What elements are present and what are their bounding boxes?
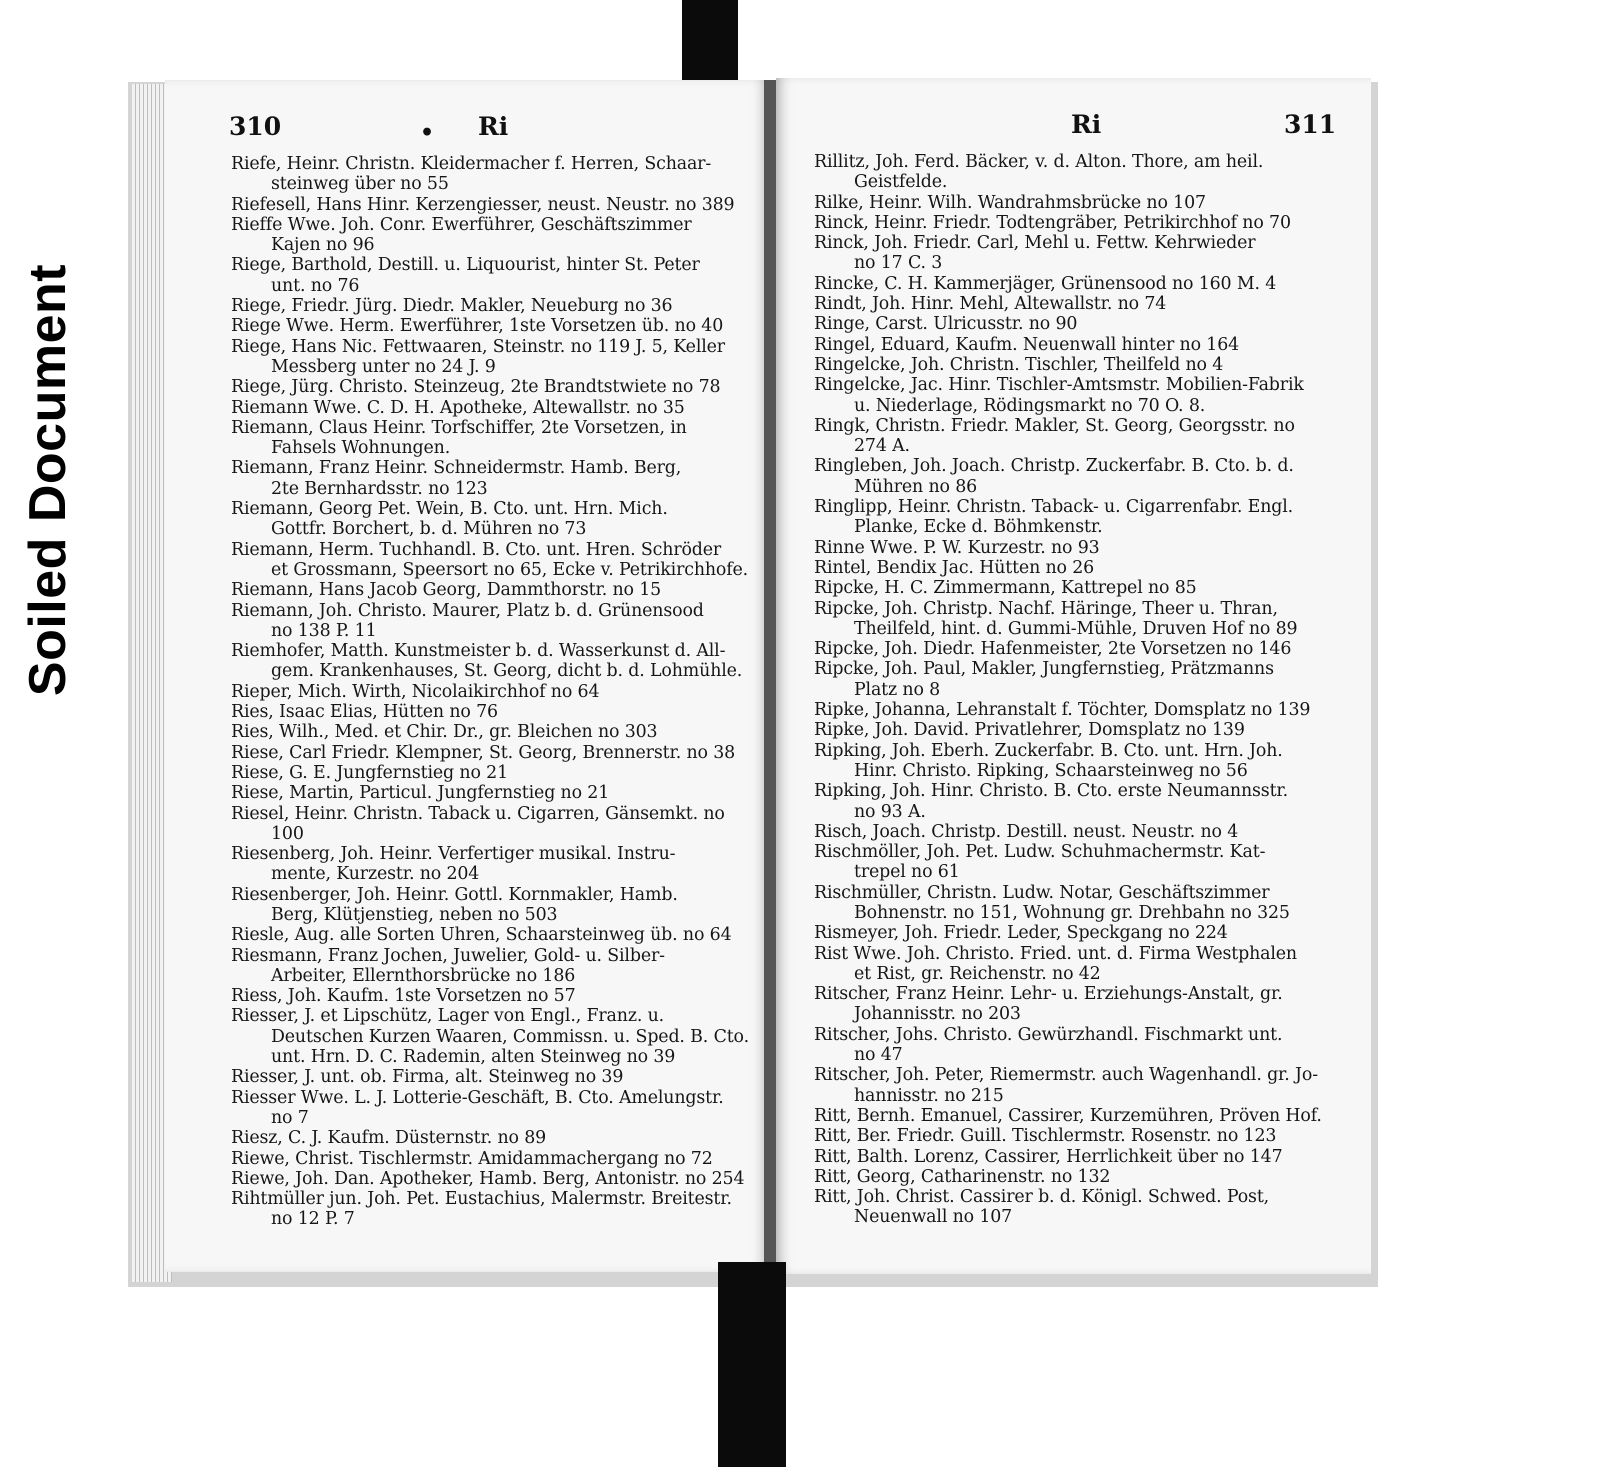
directory-entry: Ringk, Christn. Friedr. Makler, St. Georg, Georgsstr. no 274 A. bbox=[814, 415, 1295, 457]
directory-entry: Rindt, Joh. Hinr. Mehl, Altewallstr. no 74 bbox=[814, 294, 1167, 315]
directory-entry: Ringleben, Joh. Joach. Christp. Zuckerfabr. B. Cto. b. d. Mühren no 86 bbox=[814, 456, 1294, 497]
left-entry-list bbox=[231, 154, 750, 1230]
directory-entry: Rischmöller, Joh. Pet. Ludw. Schuhmachermstr. Kat- trepel no 61 bbox=[814, 842, 1266, 883]
directory-entry: Riemhofer, Matth. Kunstmeister b. d. Wasserkunst d. All- gem. Krankenhauses, St. Georg, dicht b. d. Lohmühle. bbox=[231, 641, 743, 682]
directory-entry: Ripke, Johanna, Lehranstalt f. Töchter, Domsplatz no 139 bbox=[814, 700, 1311, 721]
directory-entry: Riemann Wwe. C. D. H. Apotheke, Altewallstr. no 35 bbox=[231, 397, 685, 418]
directory-entry: Ripcke, Joh. Christp. Nachf. Häringe, Theer u. Thran, Theilfeld, hint. d. Gummi-Mühle, Druven Hof no 89 bbox=[814, 598, 1298, 639]
directory-entry: Risch, Joach. Christp. Destill. neust. Neustr. no 4 bbox=[814, 821, 1239, 842]
directory-entry: Riesser, J. et Lipschütz, Lager von Engl., Franz. u. Deutschen Kurzen Waaren, Commissn. u. Sped. B. Cto. unt. Hrn. D. C. Rademin, alten Steinweg no 39 bbox=[231, 1006, 749, 1068]
directory-entry: Ringelcke, Jac. Hinr. Tischler-Amtsmstr. Mobilien-Fabrik u. Niederlage, Rödingsmarkt no 70 O. 8. bbox=[814, 375, 1304, 416]
ribbon-bottom bbox=[718, 1262, 786, 1467]
directory-entry: Ritscher, Franz Heinr. Lehr- u. Erziehungs-Anstalt, gr. Johannisstr. no 203 bbox=[814, 984, 1283, 1025]
directory-entry: Rinne Wwe. P. W. Kurzestr. no 93 bbox=[814, 537, 1100, 558]
directory-entry: Riege, Friedr. Jürg. Diedr. Makler, Neueburg no 36 bbox=[231, 296, 673, 317]
directory-entry: Riemann, Franz Heinr. Schneidermstr. Hamb. Berg, 2te Bernhardsstr. no 123 bbox=[231, 458, 682, 499]
directory-entry: Riemann, Claus Heinr. Torfschiffer, 2te Vorsetzen, in Fahsels Wohnungen. bbox=[231, 417, 687, 459]
directory-entry: Rieffe Wwe. Joh. Conr. Ewerführer, Geschäftszimmer Kajen no 96 bbox=[231, 214, 692, 256]
directory-entry: Ringe, Carst. Ulricusstr. no 90 bbox=[814, 314, 1078, 335]
directory-entry: Ringelcke, Joh. Christn. Tischler, Theilfeld no 4 bbox=[814, 354, 1224, 375]
directory-entry: Riesser Wwe. L. J. Lotterie-Geschäft, B. Cto. Amelungstr. no 7 bbox=[231, 1087, 724, 1128]
directory-entry: Riemann, Hans Jacob Georg, Dammthorstr. no 15 bbox=[231, 580, 662, 601]
directory-entry: Rilke, Heinr. Wilh. Wandrahmsbrücke no 107 bbox=[814, 192, 1206, 213]
directory-entry: Ritt, Georg, Catharinenstr. no 132 bbox=[814, 1166, 1111, 1187]
directory-entry: Riese, Carl Friedr. Klempner, St. Georg, Brennerstr. no 38 bbox=[231, 742, 736, 763]
directory-entry: Ripking, Joh. Eberh. Zuckerfabr. B. Cto. unt. Hrn. Joh. Hinr. Christo. Ripking, Schaarsteinweg no 56 bbox=[814, 740, 1283, 781]
directory-entry: Riemann, Herm. Tuchhandl. B. Cto. unt. Hren. Schröder et Grossmann, Speersort no 65, Ecke v. Petrikirchhofe. bbox=[231, 539, 749, 580]
directory-entry: Riese, Martin, Particul. Jungfernstieg no 21 bbox=[231, 783, 610, 804]
directory-entry: Riess, Joh. Kaufm. 1ste Vorsetzen no 57 bbox=[231, 986, 576, 1007]
directory-entry: Riemann, Joh. Christo. Maurer, Platz b. d. Grünensood no 138 P. 11 bbox=[231, 600, 704, 641]
left-page-number: 310 bbox=[229, 112, 282, 141]
right-page bbox=[776, 78, 1371, 1274]
directory-entry: Riese, G. E. Jungfernstieg no 21 bbox=[231, 762, 508, 783]
directory-entry: Rillitz, Joh. Ferd. Bäcker, v. d. Alton. Thore, am heil. Geistfelde. bbox=[814, 152, 1264, 193]
right-page-heading: Ri bbox=[1071, 110, 1102, 139]
directory-entry: Riewe, Joh. Dan. Apotheker, Hamb. Berg, Antonistr. no 254 bbox=[231, 1168, 745, 1189]
right-page-header bbox=[776, 110, 1371, 150]
directory-entry: Rintel, Bendix Jac. Hütten no 26 bbox=[814, 557, 1095, 578]
directory-entry: Ripking, Joh. Hinr. Christo. B. Cto. erste Neumannsstr. no 93 A. bbox=[814, 781, 1289, 822]
directory-entry: Riege, Barthold, Destill. u. Liquourist, hinter St. Peter unt. no 76 bbox=[231, 255, 700, 296]
directory-entry: Riesser, J. unt. ob. Firma, alt. Steinweg no 39 bbox=[231, 1067, 624, 1088]
directory-entry: Riesel, Heinr. Christn. Taback u. Cigarren, Gänsemkt. no 100 bbox=[231, 803, 725, 844]
directory-entry: Rinck, Joh. Friedr. Carl, Mehl u. Fettw. Kehrwieder no 17 C. 3 bbox=[814, 233, 1256, 274]
directory-entry: Ripke, Joh. David. Privatlehrer, Domsplatz no 139 bbox=[814, 720, 1245, 741]
left-page-heading: Ri bbox=[478, 112, 509, 141]
left-page bbox=[165, 80, 768, 1272]
directory-entry: Riefesell, Hans Hinr. Kerzengiesser, neust. Neustr. no 389 bbox=[231, 194, 735, 215]
directory-entry: Riemann, Georg Pet. Wein, B. Cto. unt. Hrn. Mich. Gottfr. Borchert, b. d. Mühren no 73 bbox=[231, 499, 668, 540]
directory-entry: Ringel, Eduard, Kaufm. Neuenwall hinter no 164 bbox=[814, 334, 1240, 355]
directory-entry: Riege, Jürg. Christo. Steinzeug, 2te Brandtstwiete no 78 bbox=[231, 377, 721, 398]
directory-entry: Ritt, Joh. Christ. Cassirer b. d. Königl. Schwed. Post, Neuenwall no 107 bbox=[814, 1187, 1270, 1228]
directory-entry: Rismeyer, Joh. Friedr. Leder, Speckgang no 224 bbox=[814, 923, 1228, 944]
directory-entry: Rieper, Mich. Wirth, Nicolaikirchhof no 64 bbox=[231, 681, 600, 702]
directory-entry: Riesmann, Franz Jochen, Juwelier, Gold- u. Silber- Arbeiter, Ellernthorsbrücke no 186 bbox=[231, 945, 665, 986]
directory-entry: Rischmüller, Christn. Ludw. Notar, Geschäftszimmer Bohnenstr. no 151, Wohnung gr. Drehbahn no 325 bbox=[814, 882, 1290, 923]
directory-entry: Ritt, Balth. Lorenz, Cassirer, Herrlichkeit über no 147 bbox=[814, 1146, 1283, 1167]
directory-entry: Ries, Wilh., Med. et Chir. Dr., gr. Bleichen no 303 bbox=[231, 722, 658, 743]
directory-entry: Ringlipp, Heinr. Christn. Taback- u. Cigarrenfabr. Engl. Planke, Ecke d. Böhmkenstr. bbox=[814, 497, 1294, 538]
soiled-document-label bbox=[8, 230, 88, 730]
directory-entry: Ritscher, Johs. Christo. Gewürzhandl. Fischmarkt unt. no 47 bbox=[814, 1024, 1283, 1066]
directory-entry: Riesenberg, Joh. Heinr. Verfertiger musikal. Instru- mente, Kurzestr. no 204 bbox=[231, 844, 676, 885]
right-page-number: 311 bbox=[1284, 110, 1337, 139]
directory-entry: Rincke, C. H. Kammerjäger, Grünensood no 160 M. 4 bbox=[814, 273, 1277, 294]
side-label-text: Soiled Document bbox=[19, 263, 77, 697]
directory-entry: Ritt, Bernh. Emanuel, Cassirer, Kurzemühren, Pröven Hof. bbox=[814, 1105, 1322, 1126]
directory-entry: Ripcke, H. C. Zimmermann, Kattrepel no 85 bbox=[814, 578, 1197, 599]
directory-entry: Ritscher, Joh. Peter, Riemermstr. auch Wagenhandl. gr. Jo- hannisstr. no 215 bbox=[814, 1065, 1318, 1106]
directory-entry: Riesz, C. J. Kaufm. Düsternstr. no 89 bbox=[231, 1128, 547, 1149]
ornament-bullet: • bbox=[420, 120, 435, 146]
directory-entry: Riesle, Aug. alle Sorten Uhren, Schaarsteinweg üb. no 64 bbox=[231, 925, 732, 946]
directory-entry: Riege, Hans Nic. Fettwaaren, Steinstr. no 119 J. 5, Keller Messberg unter no 24 J. 9 bbox=[231, 336, 725, 377]
directory-entry: Riege Wwe. Herm. Ewerführer, 1ste Vorsetzen üb. no 40 bbox=[231, 316, 724, 337]
directory-entry: Riewe, Christ. Tischlermstr. Amidammachergang no 72 bbox=[231, 1148, 713, 1169]
directory-entry: Ritt, Ber. Friedr. Guill. Tischlermstr. Rosenstr. no 123 bbox=[814, 1126, 1277, 1147]
directory-entry: Rist Wwe. Joh. Christo. Fried. unt. d. Firma Westphalen et Rist, gr. Reichenstr. no 42 bbox=[814, 943, 1297, 984]
left-page-header bbox=[165, 112, 768, 152]
directory-entry: Rinck, Heinr. Friedr. Todtengräber, Petrikirchhof no 70 bbox=[814, 212, 1291, 233]
directory-entry: Rihtmüller jun. Joh. Pet. Eustachius, Malermstr. Breitestr. no 12 P. 7 bbox=[231, 1189, 732, 1230]
directory-entry: Ripcke, Joh. Diedr. Hafenmeister, 2te Vorsetzen no 146 bbox=[814, 639, 1292, 660]
directory-entry: Ripcke, Joh. Paul, Makler, Jungfernstieg, Prätzmanns Platz no 8 bbox=[814, 659, 1274, 700]
directory-entry: Riesenberger, Joh. Heinr. Gottl. Kornmakler, Hamb. Berg, Klütjenstieg, neben no 503 bbox=[231, 884, 678, 925]
right-entry-list bbox=[814, 152, 1331, 1228]
directory-entry: Riefe, Heinr. Christn. Kleidermacher f. Herren, Schaar- steinweg über no 55 bbox=[231, 154, 712, 195]
directory-entry: Ries, Isaac Elias, Hütten no 76 bbox=[231, 702, 498, 723]
